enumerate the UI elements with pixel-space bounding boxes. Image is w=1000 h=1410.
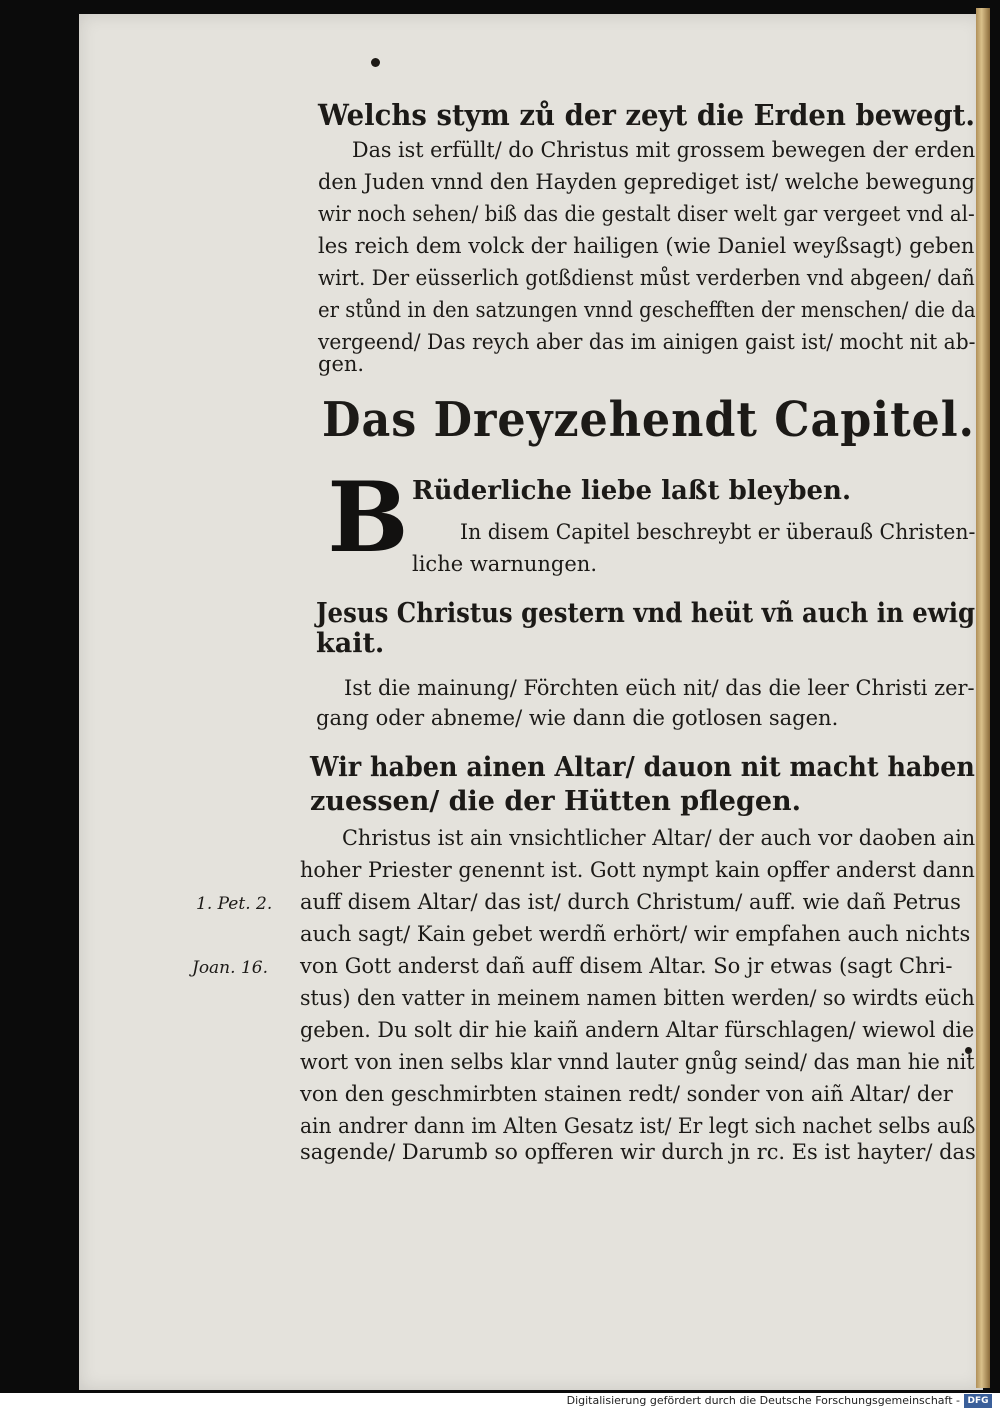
heading-b: Rüderliche liebe laßt bleyben.: [412, 476, 852, 506]
para1-line: wir noch sehen/ biß das die gestalt diser welt gar vergeet vnd al-: [318, 202, 975, 226]
footer-credit: Digitalisierung gefördert durch die Deutsche Forschungsgemeinschaft -: [566, 1394, 960, 1407]
heading-jesus: kait.: [316, 628, 385, 659]
para1-line: den Juden vnnd den Hayden geprediget ist/ welche bewegung: [318, 170, 975, 194]
initial-letter: B: [327, 461, 409, 574]
para-b-line: In disem Capitel beschreybt er überauß Christen-: [460, 520, 976, 544]
para-altar-line: von Gott anderst dañ auff disem Altar. So jr etwas (sagt Chri-: [300, 954, 953, 978]
heading-top: Welchs stym zů der zeyt die Erden bewegt.: [318, 98, 975, 132]
para1-line: er stůnd in den satzungen vnnd geschefften der menschen/ die da: [318, 298, 976, 322]
page-edge: [976, 8, 990, 1388]
para-altar-line: Christus ist ain vnsichtlicher Altar/ der auch vor daoben ain: [342, 826, 976, 850]
para-altar-line: von den geschmirbten stainen redt/ sonder von aiñ Altar/ der: [300, 1082, 953, 1106]
heading-altar: zuessen/ die der Hütten pflegen.: [310, 786, 802, 817]
para-altar-line: wort von inen selbs klar vnnd lauter gnůg seind/ das man hie nit: [300, 1050, 975, 1074]
para-altar-line: auch sagt/ Kain gebet werdñ erhört/ wir empfahen auch nichts: [300, 922, 971, 946]
para-altar-line: ain andrer dann im Alten Gesatz ist/ Er legt sich nachet selbs auß: [300, 1114, 976, 1138]
margin-note: 1. Pet. 2.: [196, 894, 273, 914]
para-altar-line: hoher Priester genennt ist. Gott nympt kain opffer anderst dann: [300, 858, 975, 882]
footer-bar: [0, 1393, 1000, 1410]
heading-jesus: Jesus Christus gestern vnd heüt vñ auch in ewig: [316, 598, 976, 629]
dfg-logo: DFG: [964, 1394, 992, 1408]
heading-altar: Wir haben ainen Altar/ dauon nit macht haben: [310, 752, 975, 783]
ink-dot: [371, 58, 380, 67]
para1-line: wirt. Der eüsserlich gotßdienst můst verderben vnd abgeen/ dañ: [318, 266, 975, 290]
para-altar-line: auff disem Altar/ das ist/ durch Christum/ auff. wie dañ Petrus: [300, 890, 961, 914]
para1-line: gen.: [318, 352, 365, 376]
para1-line: vergeend/ Das reych aber das im ainigen gaist ist/ mocht nit ab-: [318, 330, 976, 354]
para1-line: Das ist erfüllt/ do Christus mit grossem bewegen der erden: [352, 138, 976, 162]
chapter-title: Das Dreyzehendt Capitel.: [322, 392, 975, 448]
para-altar-line: stus) den vatter in meinem namen bitten werden/ so wirdts eüch: [300, 986, 975, 1010]
para-jesus-line: gang oder abneme/ wie dann die gotlosen sagen.: [316, 706, 839, 730]
para-altar-line: sagende/ Darumb so opfferen wir durch jn rc. Es ist hayter/ das: [300, 1140, 976, 1164]
para-b-line: liche warnungen.: [412, 552, 598, 576]
margin-note: Joan. 16.: [192, 958, 268, 978]
para1-line: les reich dem volck der hailigen (wie Daniel weyßsagt) geben: [318, 234, 975, 258]
para-altar-line: geben. Du solt dir hie kaiñ andern Altar fürschlagen/ wiewol die: [300, 1018, 975, 1042]
para-jesus-line: Ist die mainung/ Förchten eüch nit/ das die leer Christi zer-: [344, 676, 975, 700]
